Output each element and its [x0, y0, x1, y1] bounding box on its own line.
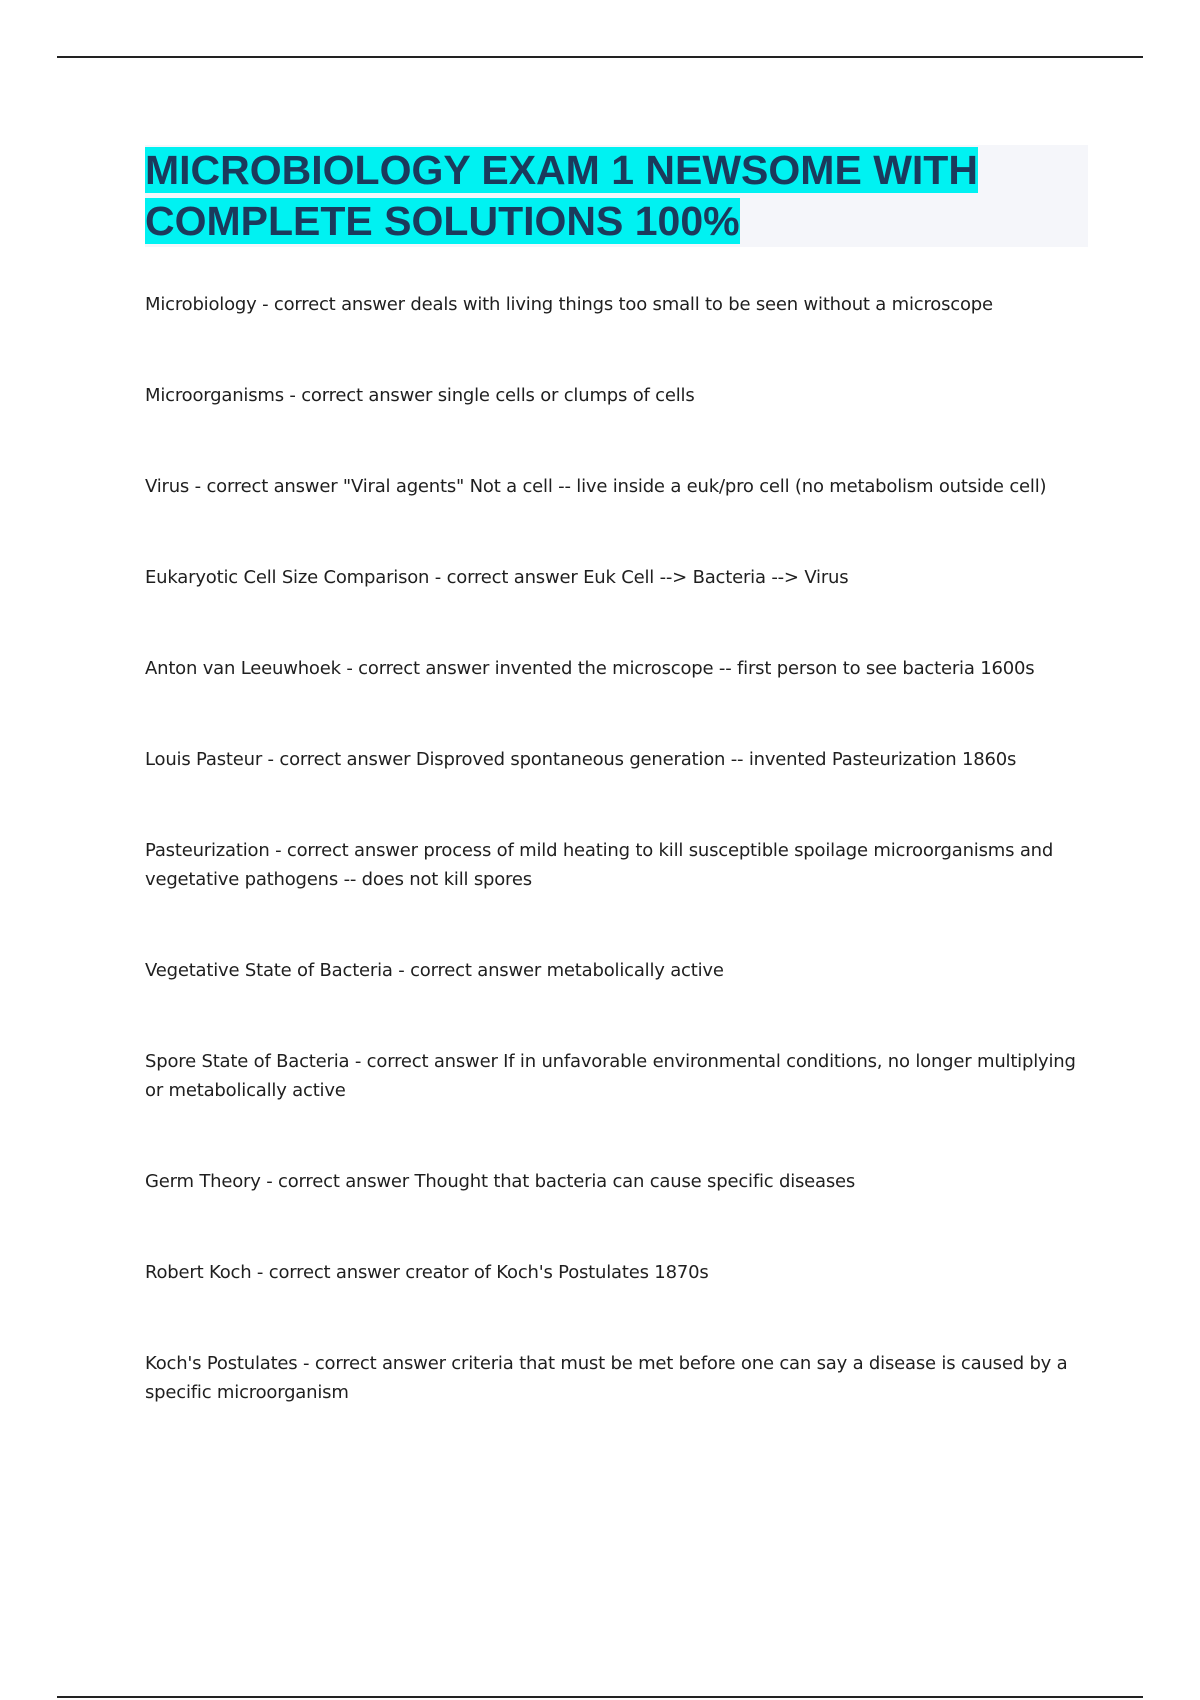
page-bottom-rule [57, 1696, 1143, 1698]
list-item: Germ Theory - correct answer Thought that bacteria can cause specific diseases [145, 1171, 856, 1192]
list-item: Microorganisms - correct answer single cells or clumps of cells [145, 385, 695, 406]
document-title [145, 145, 1088, 247]
title-highlight: MICROBIOLOGY EXAM 1 NEWSOME WITH COMPLETE SOLUTIONS 100% [145, 147, 978, 244]
title-block [145, 145, 1088, 247]
list-item: Spore State of Bacteria - correct answer If in unfavorable environmental conditions, no longer multiplying or metabolically active [145, 1051, 1076, 1101]
list-item: Louis Pasteur - correct answer Disproved spontaneous generation -- invented Pasteurization 1860s [145, 749, 1017, 770]
list-item: Koch's Postulates - correct answer criteria that must be met before one can say a disease is caused by a specific microorganism [145, 1353, 1068, 1403]
list-item: Anton van Leeuwhoek - correct answer invented the microscope -- first person to see bacteria 1600s [145, 658, 1035, 679]
list-item: Microbiology - correct answer deals with living things too small to be seen without a microscope [145, 294, 993, 315]
flashcard-list [145, 290, 1088, 1407]
page-top-rule [57, 56, 1143, 58]
list-item: Eukaryotic Cell Size Comparison - correct answer Euk Cell --> Bacteria --> Virus [145, 567, 849, 588]
list-item: Vegetative State of Bacteria - correct answer metabolically active [145, 960, 724, 981]
document-page [145, 145, 1088, 1407]
list-item: Virus - correct answer "Viral agents" Not a cell -- live inside a euk/pro cell (no metabolism outside cell) [145, 476, 1047, 497]
list-item: Pasteurization - correct answer process of mild heating to kill susceptible spoilage microorganisms and vegetative pathogens -- does not kill spores [145, 840, 1054, 890]
list-item: Robert Koch - correct answer creator of Koch's Postulates 1870s [145, 1262, 709, 1283]
